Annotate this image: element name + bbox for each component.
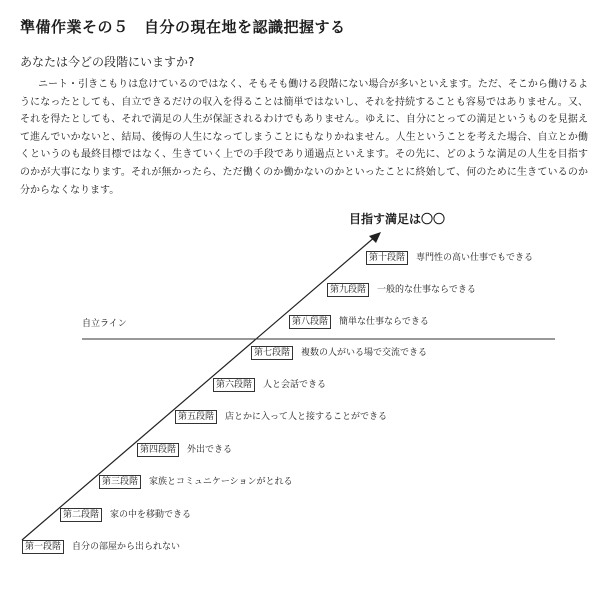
stage-description: 家族とコミュニケーションがとれる <box>149 477 293 487</box>
stage-box: 第十段階 <box>366 251 408 265</box>
stage-description: 簡単な仕事ならできる <box>339 317 429 327</box>
goal-label: 目指す満足は〇〇 <box>349 212 446 226</box>
stage-description: 専門性の高い仕事でもできる <box>416 253 534 263</box>
stage-description: 外出できる <box>187 445 233 455</box>
stage-row <box>251 346 427 360</box>
stage-box: 第一段階 <box>22 540 64 554</box>
stage-box: 第八段階 <box>289 315 331 329</box>
stage-row <box>99 475 292 489</box>
stage-box: 第二段階 <box>60 508 102 522</box>
stage-row <box>327 283 476 297</box>
stage-description: 複数の人がいる場で交流できる <box>301 348 428 358</box>
stage-row <box>175 410 387 424</box>
page-title: 準備作業その５ 自分の現在地を認識把握する <box>20 18 346 36</box>
stage-description: 自分の部屋から出られない <box>72 542 181 552</box>
stage-row <box>137 443 232 457</box>
stage-box: 第三段階 <box>99 475 141 489</box>
stage-description: 一般的な仕事ならできる <box>377 285 476 295</box>
stage-row <box>60 508 191 522</box>
stage-row <box>22 540 180 554</box>
jiritsu-line-label: 自立ライン <box>82 319 127 329</box>
question-heading: あなたは今どの段階にいますか? <box>20 55 195 69</box>
stage-row <box>366 251 533 265</box>
stage-box: 第九段階 <box>327 283 369 297</box>
stage-box: 第七段階 <box>251 346 293 360</box>
stage-description: 家の中を移動できる <box>110 510 192 520</box>
stage-box: 第四段階 <box>137 443 179 457</box>
stage-row <box>213 378 326 392</box>
stage-description: 人と会話できる <box>263 380 327 390</box>
stage-box: 第六段階 <box>213 378 255 392</box>
stage-box: 第五段階 <box>175 410 217 424</box>
arrow-head-icon <box>369 232 381 243</box>
body-paragraph: ニート・引きこもりは怠けているのではなく、そもそも働ける段階にない場合が多いといえます。ただ、そこから働けるようになったとしても、自立できるだけの収入を得ることは簡単ではないし、それを持続することも容易ではありません。又、それを得たとしても、それで満足の人生が保証されるわけでもありません。ゆえに、自分にとっての満足というものを見据えて進んでいかないと、結局、後悔の人生になってしまうことにもなりかねません。人生ということを考えた場合、自立とか働くというのも最終目標ではなく、生きていく上での手段であり通過点といえます。その先に、どのような満足の人生を目指すのかが大事になります。それが無かったら、ただ働くのか働かないのかといったことに終始して、何のために生きているのか分からなくなります。 <box>20 79 588 196</box>
stage-row <box>289 315 429 329</box>
stage-description: 店とかに入って人と接することができる <box>225 412 388 422</box>
